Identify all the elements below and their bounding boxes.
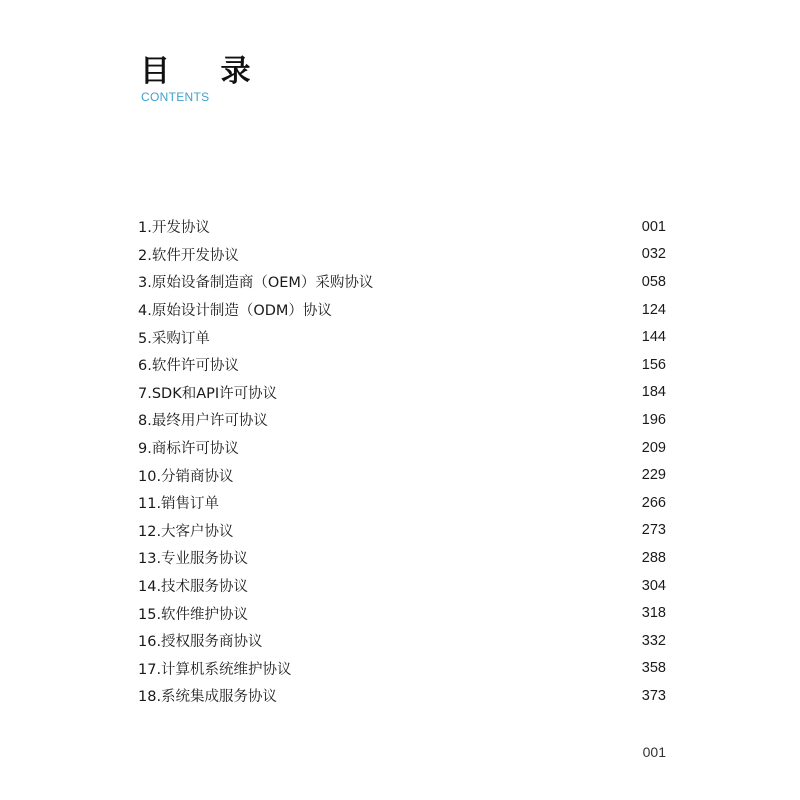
toc-entry-title: 6.软件许可协议 [138,358,239,375]
table-of-contents [138,213,666,710]
toc-entry-title: 9.商标许可协议 [138,441,239,458]
toc-entry[interactable] [138,213,666,241]
page-number: 001 [642,744,666,760]
toc-entry-page: 373 [641,687,666,704]
toc-entry-title: 17.计算机系统维护协议 [138,661,292,678]
toc-entry-page: 196 [641,411,666,428]
toc-entry-page: 358 [641,660,666,677]
toc-entry[interactable] [138,323,666,351]
toc-entry-page: 124 [641,301,666,318]
toc-entry-title: 4.原始设计制造（ODM）协议 [138,303,332,320]
toc-entry[interactable] [138,379,666,407]
toc-entry-title: 12.大客户协议 [138,523,234,540]
toc-entry-page: 156 [641,356,666,373]
toc-entry-title: 5.采购订单 [138,330,210,347]
toc-entry[interactable] [138,517,666,545]
toc-entry[interactable] [138,434,666,462]
toc-entry-title: 1.开发协议 [138,220,210,237]
toc-entry-title: 2.软件开发协议 [138,247,239,264]
toc-entry-page: 032 [641,246,666,263]
page-title: 目 录 [140,54,271,89]
toc-entry[interactable] [138,406,666,434]
toc-entry[interactable] [138,655,666,683]
toc-entry-page: 266 [641,494,666,511]
toc-entry[interactable] [138,268,666,296]
toc-entry-page: 304 [641,577,666,594]
toc-entry-title: 11.销售订单 [138,496,220,513]
toc-entry[interactable] [138,296,666,324]
toc-entry-page: 273 [641,522,666,539]
toc-entry[interactable] [138,241,666,269]
toc-entry[interactable] [138,682,666,710]
toc-entry-page: 288 [641,549,666,566]
toc-entry[interactable] [138,461,666,489]
toc-entry-page: 318 [641,605,666,622]
page-subtitle: CONTENTS [141,90,210,104]
toc-entry-page: 209 [641,439,666,456]
toc-entry-title: 3.原始设备制造商（OEM）采购协议 [138,275,374,292]
toc-entry-page: 229 [641,467,666,484]
toc-entry-page: 184 [641,384,666,401]
toc-entry-page: 332 [641,632,666,649]
toc-entry-title: 14.技术服务协议 [138,579,249,596]
toc-entry-title: 10.分销商协议 [138,468,234,485]
toc-entry-title: 18.系统集成服务协议 [138,689,278,706]
toc-entry-page: 058 [641,273,666,290]
toc-entry[interactable] [138,351,666,379]
toc-entry[interactable] [138,544,666,572]
toc-entry-page: 001 [641,218,666,235]
toc-entry-title: 13.专业服务协议 [138,551,249,568]
toc-entry[interactable] [138,572,666,600]
toc-entry-title: 16.授权服务商协议 [138,634,263,651]
toc-entry-title: 15.软件维护协议 [138,606,249,623]
toc-entry[interactable] [138,489,666,517]
toc-entry[interactable] [138,599,666,627]
toc-entry-title: 8.最终用户许可协议 [138,413,268,430]
toc-entry-page: 144 [641,329,666,346]
toc-entry-title: 7.SDK和API许可协议 [138,385,278,402]
toc-entry[interactable] [138,627,666,655]
